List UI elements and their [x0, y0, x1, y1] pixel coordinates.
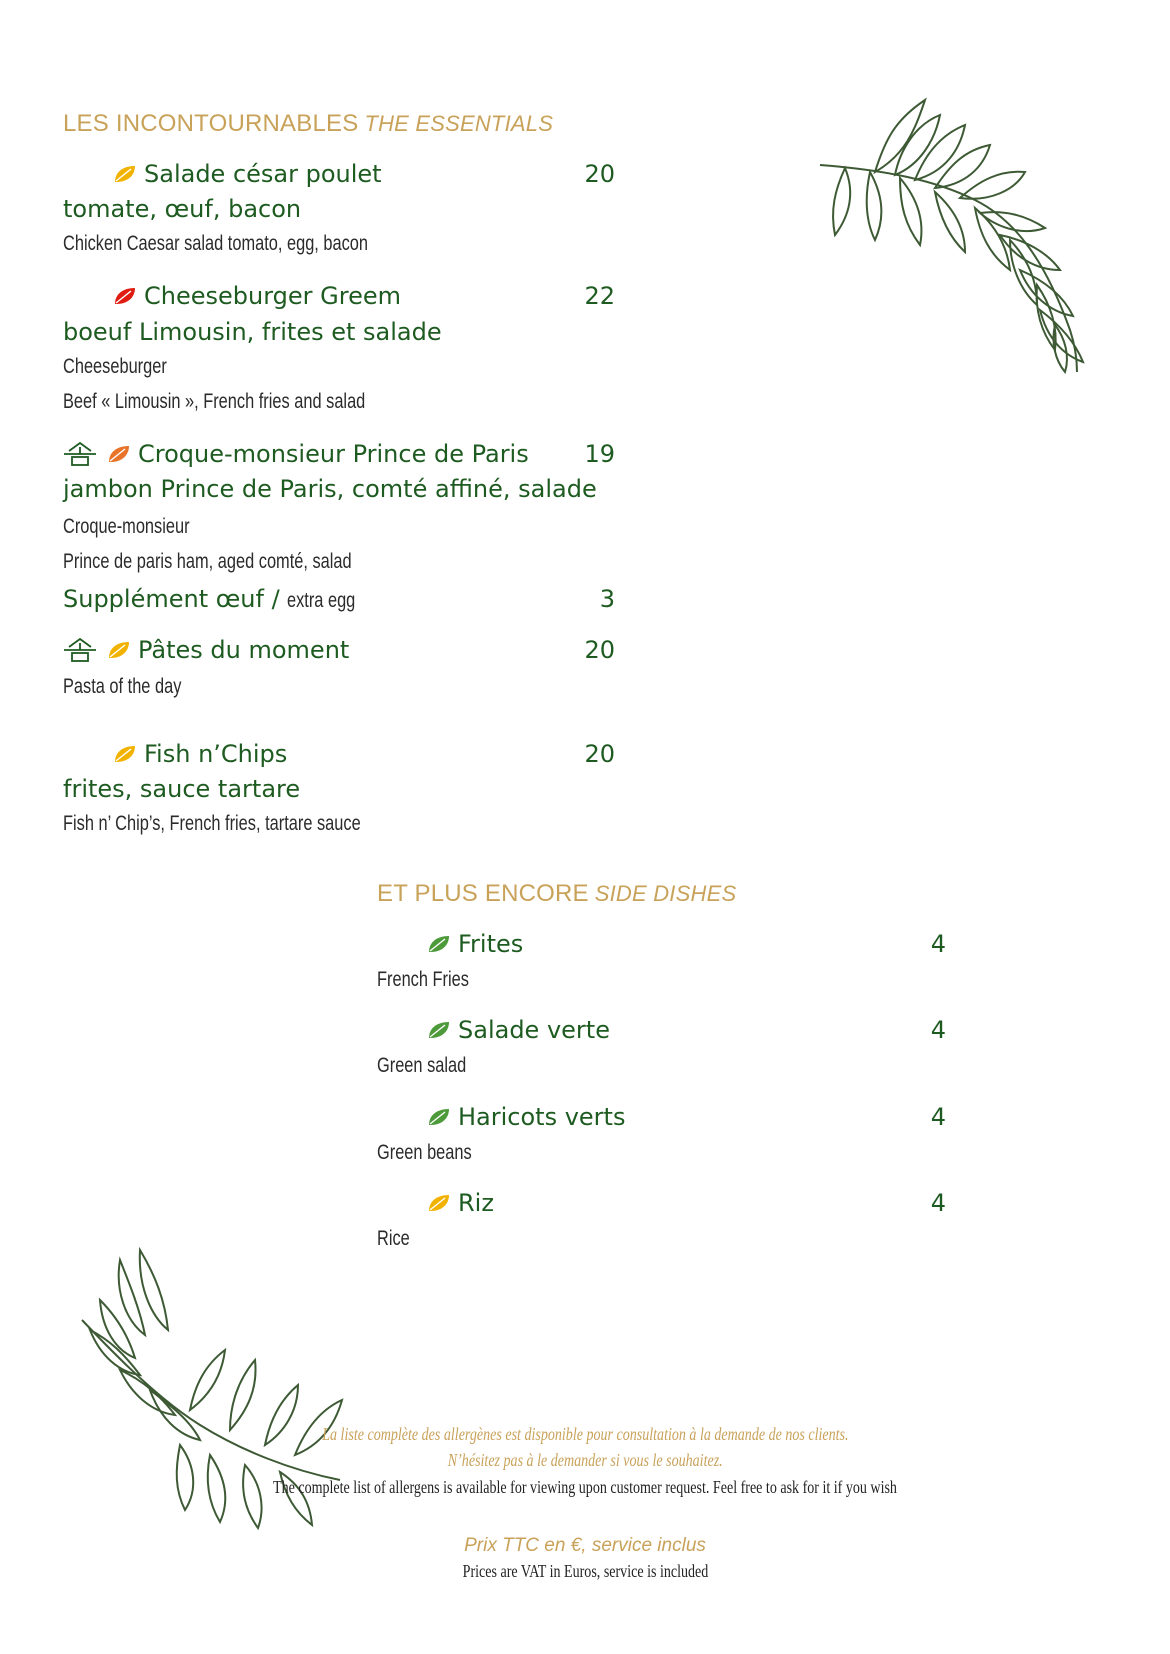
supplement-price: 3 — [599, 585, 615, 613]
allergen-note-fr-2 — [0, 1450, 1170, 1471]
menu-item-header — [63, 440, 529, 468]
menu-item-header — [63, 636, 349, 664]
menu-item-header — [113, 160, 382, 188]
dish-desc-en: Croque-monsieur — [63, 515, 190, 538]
leaf-green-icon — [427, 934, 451, 954]
side-item-header — [427, 1103, 625, 1131]
price-note-fr: Prix TTC en €, service inclus — [464, 1535, 706, 1556]
leaf-yellow-icon — [427, 1193, 451, 1213]
side-desc-en: French Fries — [377, 968, 469, 991]
section-title-en: SIDE DISHES — [594, 881, 737, 906]
leaf-yellow-icon — [113, 164, 137, 184]
side-item-header — [427, 1016, 610, 1044]
dish-desc-fr: tomate, œuf, bacon — [63, 195, 302, 223]
supplement-label-en: extra egg — [287, 589, 356, 612]
dish-desc-fr: boeuf Limousin, frites et salade — [63, 318, 442, 346]
leaf-green-icon — [427, 1020, 451, 1040]
menu-item-header — [113, 740, 287, 768]
side-name: Riz — [458, 1189, 494, 1217]
section-title-fr: ET PLUS ENCORE — [377, 880, 589, 907]
dish-name: Croque-monsieur Prince de Paris — [138, 440, 529, 468]
dish-desc-en: Pasta of the day — [63, 675, 182, 698]
leaf-yellow-icon — [107, 640, 131, 660]
leaf-orange-icon — [107, 444, 131, 464]
side-price: 4 — [930, 1016, 946, 1044]
dish-name: Salade césar poulet — [144, 160, 382, 188]
supplement-label-fr: Supplément œuf / — [63, 585, 280, 613]
section-title-essentials — [63, 110, 553, 138]
dish-name: Cheeseburger Greem — [144, 282, 402, 310]
menu-item-header — [113, 282, 401, 310]
supplement-label — [63, 585, 375, 613]
side-desc-en: Rice — [377, 1227, 410, 1250]
dish-price: 20 — [584, 160, 615, 188]
allergen-note-en — [0, 1477, 1170, 1498]
dish-desc-en: Cheeseburger — [63, 355, 167, 378]
allergen-note-en-text: The complete list of allergens is available for viewing upon customer request. Feel free to ask for it if you wish — [273, 1477, 897, 1497]
dish-desc-fr: jambon Prince de Paris, comté affiné, salade — [63, 475, 597, 503]
dish-desc-en: Beef « Limousin », French fries and salad — [63, 390, 366, 413]
allergen-note-fr-1 — [0, 1424, 1170, 1445]
dish-desc-fr: frites, sauce tartare — [63, 775, 301, 803]
dish-desc-en: Chicken Caesar salad tomato, egg, bacon — [63, 232, 369, 255]
leaf-green-icon — [427, 1107, 451, 1127]
dish-name: Fish n’Chips — [144, 740, 288, 768]
section-title-en: THE ESSENTIALS — [364, 111, 554, 136]
dish-price: 19 — [584, 440, 615, 468]
price-note-en-text: Prices are VAT in Euros, service is included — [462, 1561, 708, 1581]
side-name: Haricots verts — [458, 1103, 626, 1131]
side-name: Frites — [458, 930, 524, 958]
branch-decoration-top-right — [815, 80, 1095, 375]
homemade-icon — [63, 637, 97, 663]
side-price: 4 — [930, 1189, 946, 1217]
side-desc-en: Green beans — [377, 1141, 472, 1164]
side-item-header — [427, 1189, 494, 1217]
side-desc-en: Green salad — [377, 1054, 467, 1077]
allergen-note-fr-2-text: N’hésitez pas à le demander si vous le souhaitez. — [447, 1450, 723, 1470]
dish-desc-en: Fish n’ Chip’s, French fries, tartare sauce — [63, 812, 361, 835]
leaf-yellow-icon — [113, 744, 137, 764]
dish-desc-en: Prince de paris ham, aged comté, salad — [63, 550, 352, 573]
dish-price: 20 — [584, 740, 615, 768]
leaf-red-icon — [113, 286, 137, 306]
dish-price: 20 — [584, 636, 615, 664]
side-name: Salade verte — [458, 1016, 610, 1044]
homemade-icon — [63, 441, 97, 467]
side-item-header — [427, 930, 523, 958]
side-price: 4 — [930, 930, 946, 958]
allergen-note-fr-1-text: La liste complète des allergènes est disponible pour consultation à la demande de nos clients. — [321, 1424, 849, 1444]
dish-name: Pâtes du moment — [138, 636, 350, 664]
dish-price: 22 — [584, 282, 615, 310]
section-title-fr: LES INCONTOURNABLES — [63, 110, 359, 137]
side-price: 4 — [930, 1103, 946, 1131]
section-title-sides — [377, 880, 736, 908]
price-note-en — [0, 1561, 1170, 1582]
